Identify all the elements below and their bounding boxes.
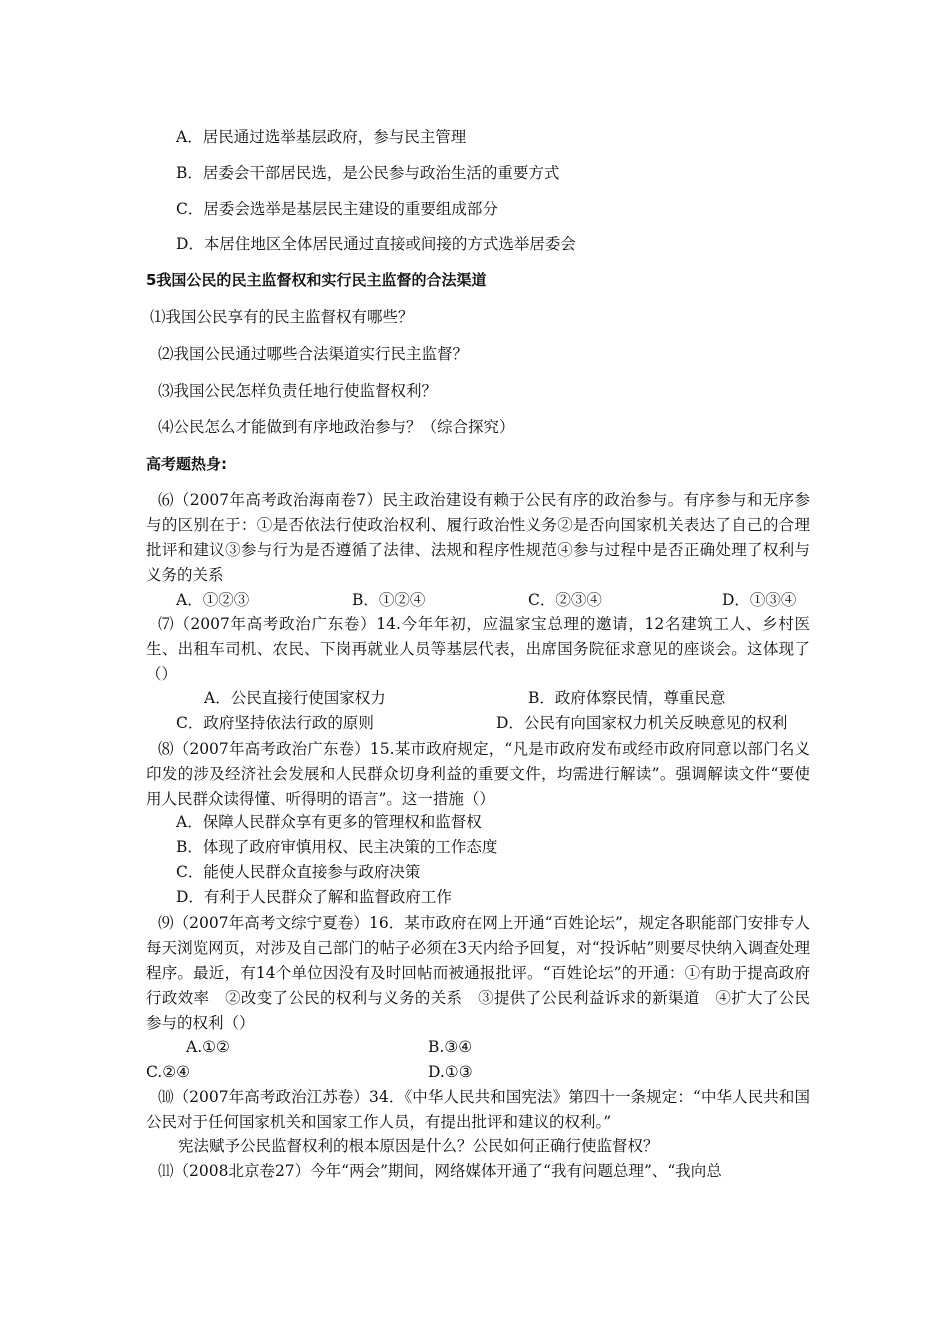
q7-option-d: D．公民有向国家权力机关反映意见的权利 [496,714,788,732]
q8-option-a: A．保障人民群众享有更多的管理权和监督权 [176,813,482,831]
option-a: A．居民通过选举基层政府，参与民主管理 [176,128,467,146]
q6-stem: ⑹（2007年高考政治海南卷7）民主政治建设有赖于公民有序的政治参与。有序参与和无序参与的区别在于：①是否依法行使政治权利、履行政治性义务②是否向国家机关表达了自己的合理批评和建议③参与行为是否遵循了法律、法规和程序性规范④参与过程中是否正确处理了权利与义务的关系 [146,491,810,584]
q6-option-d: D．①③④ [722,591,797,609]
q9-option-c: C.②④ [146,1063,191,1081]
question-4: ⑷公民怎么才能做到有序地政治参与？（综合探究） [158,418,515,436]
q6-option-c: C．②③④ [528,591,602,609]
q9-option-a: A.①② [186,1038,230,1056]
q6-option-a: A．①②③ [176,591,250,609]
q8-option-c: C．能使人民群众直接参与政府决策 [176,863,421,881]
q11-stem: ⑾（2008北京卷27）今年“两会”期间，网络媒体开通了“我有问题总理”、“我向总 [158,1162,722,1180]
q8-stem: ⑻（2007年高考政治广东卷）15.某市政府规定，“凡是市政府发布或经市政府同意以部门名义印发的涉及经济社会发展和人民群众切身利益的重要文件，均需进行解读”。强调解读文件“要使用人民群众读得懂、听得明的语言”。这一措施（） [146,740,810,808]
question-1: ⑴我国公民享有的民主监督权有哪些？ [150,308,414,326]
q10-stem: ⑽（2007年高考政治江苏卷）34．《中华人民共和国宪法》第四十一条规定：“中华人民共和国公民对于任何国家机关和国家工作人员，有提出批评和建议的权利。” [146,1088,810,1131]
question-2: ⑵我国公民通过哪些合法渠道实行民主监督？ [158,345,469,363]
q9-option-b: B.③④ [428,1038,473,1056]
option-c: C．居委会选举是基层民主建设的重要组成部分 [176,200,498,218]
q6-option-b: B．①②④ [352,591,426,609]
q7-option-a: A．公民直接行使国家权力 [204,689,386,707]
gaokao-heading: 高考题热身: [146,455,227,473]
q7-stem: ⑺（2007年高考政治广东卷）14.今年年初，应温家宝总理的邀请，12名建筑工人、乡村医生、出租车司机、农民、下岗再就业人员等基层代表，出席国务院征求意见的座谈会。这体现了（） [146,615,810,683]
question-3: ⑶我国公民怎样负责任地行使监督权利？ [158,382,438,400]
option-b: B．居委会干部居民选，是公民参与政治生活的重要方式 [176,164,560,182]
q9-stem: ⑼（2007年高考文综宁夏卷）16．某市政府在网上开通“百姓论坛”，规定各职能部门安排专人每天浏览网页，对涉及自己部门的帖子必须在3天内给予回复，对“投诉帖”则要尽快纳入调查处理程序。最近，有14个单位因没有及时回帖而被通报批评。“百姓论坛”的开通：①有助于提高政府行政效率 ②改变了公民的权利与义务的关系 ③提供了公民利益诉求的新渠道 ④扩大了公民参与的权利（） [146,914,810,1032]
q7-option-c: C．政府坚持依法行政的原则 [176,714,374,732]
q10-question: 宪法赋予公民监督权利的根本原因是什么？公民如何正确行使监督权？ [178,1137,659,1155]
q8-option-b: B．体现了政府审慎用权、民主决策的工作态度 [176,838,498,856]
option-d: D．本居住地区全体居民通过直接或间接的方式选举居委会 [176,235,576,253]
q8-option-d: D．有利于人民群众了解和监督政府工作 [176,888,452,906]
q7-option-b: B．政府体察民情，尊重民意 [528,689,726,707]
q9-option-d: D.①③ [428,1063,473,1081]
section-heading: 5我国公民的民主监督权和实行民主监督的合法渠道 [146,271,487,289]
